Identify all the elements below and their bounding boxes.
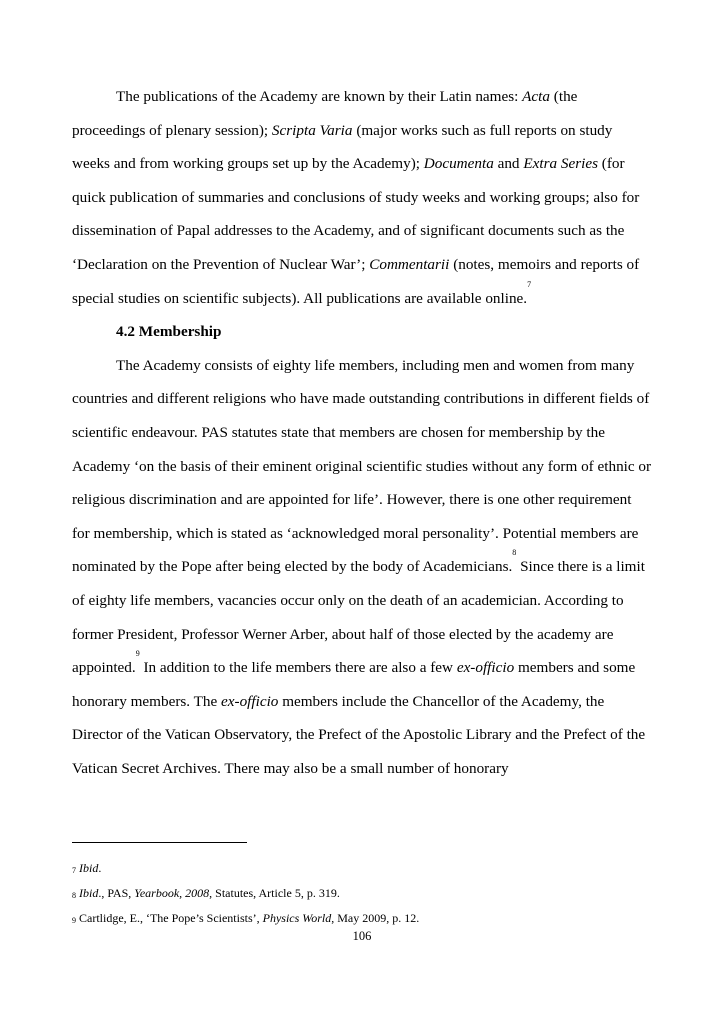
footnote-number: 9 <box>72 916 76 925</box>
italic-term-ex-officio: ex-officio <box>456 659 515 677</box>
text-run: members and some honorary members. The <box>72 659 636 710</box>
italic-term-ex-officio: ex-officio <box>221 692 279 710</box>
paragraph-publications <box>72 80 652 315</box>
footnotes <box>72 856 652 931</box>
italic-term-extra-series: Extra Series <box>523 155 598 173</box>
italic-term-documenta: Documenta <box>423 155 494 173</box>
footnote-italic: Yearbook, 2008 <box>134 886 210 900</box>
text-run: (for quick publication of summaries and conclusions of study weeks and working groups; also for dissemination of Papal addresses to the Academy, and of significant documents such as the ‘Declaration on the Prevention of Nuclear War’; <box>72 155 640 273</box>
footnote-9 <box>72 906 652 931</box>
text-run: In addition to the life members there are also a few <box>139 659 457 677</box>
text-run: members include the Chancellor of the Academy, the Director of the Vatican Observatory, the Prefect of the Apostolic Library and the Prefect of the Vatican Secret Archives. There may also be a small number of honorary <box>72 692 646 777</box>
section-heading: 4.2 Membership <box>116 323 222 341</box>
footnote-text: , May 2009, p. 12. <box>331 911 420 925</box>
footnote-8 <box>72 881 652 906</box>
footnote-italic: Physics World <box>262 911 332 925</box>
footnote-separator <box>72 842 247 843</box>
footnote-italic: Ibid <box>79 861 99 875</box>
text-run: and <box>493 155 524 173</box>
text-run: (the proceedings of plenary session); <box>72 88 578 139</box>
paragraph-membership <box>72 349 652 786</box>
text-run: The Academy consists of eighty life members, including men and women from many countries and different religions who have made outstanding contributions in different fields of scientific endeavour. PAS statutes state that members are chosen for membership by the Academy ‘on the basis of their eminent original scientific studies without any form of ethnic or religious discrimination and are appointed for life’. However, there is one other requirement for membership, which is stated as ‘acknowledged moral personality’. Potential members are nominated by the Pope after being elected by the body of Academicians. <box>72 356 652 576</box>
footnote-text: ., PAS, <box>98 886 135 900</box>
footnote-number: 7 <box>72 866 76 875</box>
italic-term-acta: Acta <box>522 88 550 105</box>
text-run: Since there is a limit of eighty life members, vacancies occur only on the death of an academician. According to former President, Professor Werner Arber, about half of those elected by the academy are appointed. <box>72 558 645 677</box>
footnote-ref-8[interactable]: 8 <box>512 548 517 558</box>
text-run: The publications of the Academy are known by their Latin names: <box>116 88 523 105</box>
footnote-number: 8 <box>72 891 76 900</box>
italic-term-scripta-varia: Scripta Varia <box>271 121 353 139</box>
text-run: (notes, memoirs and reports of special studies on scientific subjects). All publications are available online. <box>72 255 640 307</box>
footnote-text: , Statutes, Article 5, p. 319. <box>209 886 340 900</box>
footnote-text: Cartlidge, E., ‘The Pope’s Scientists’, <box>79 911 263 925</box>
footnote-7 <box>72 856 652 881</box>
italic-term-commentarii: Commentarii <box>369 255 450 273</box>
footnote-italic: Ibid <box>79 886 99 900</box>
footnote-text: . <box>98 861 102 875</box>
footnote-ref-7[interactable]: 7 <box>527 279 532 289</box>
page-number: 106 <box>352 929 372 943</box>
body-text <box>72 80 652 785</box>
text-run: (major works such as full reports on study weeks and from working groups set up by the Academy); <box>72 121 613 173</box>
footnote-ref-9[interactable]: 9 <box>135 649 140 659</box>
